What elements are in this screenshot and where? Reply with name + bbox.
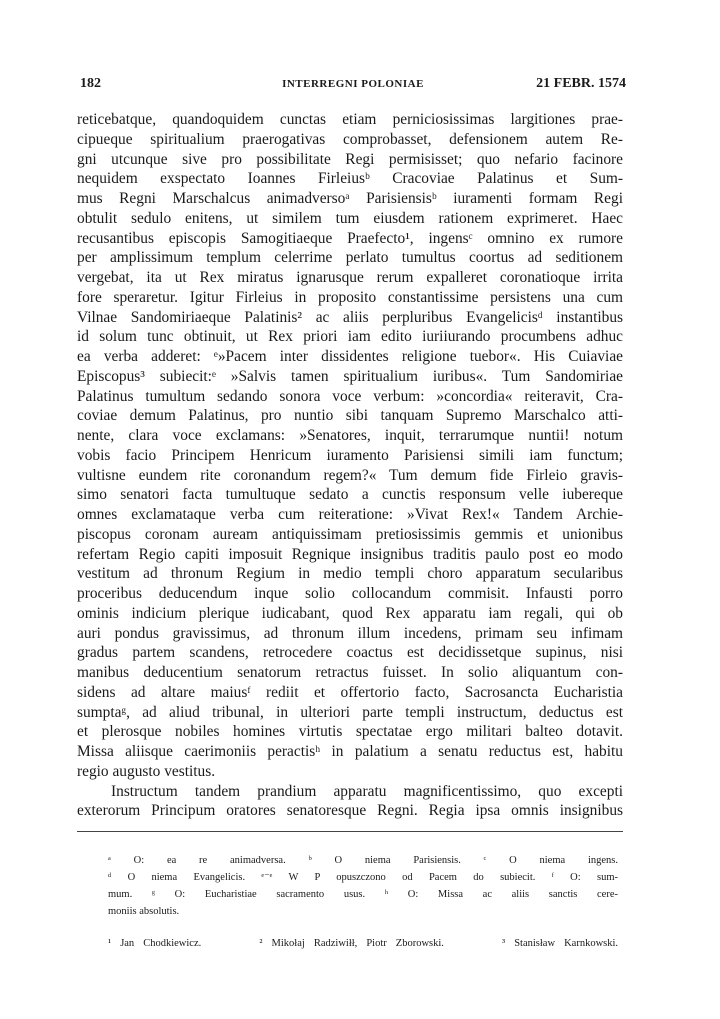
- person-note: ² Mikołaj Radziwiłł, Piotr Zborowski.: [259, 938, 444, 949]
- text-line: obtulit sedulo enitens, ut similem tum eiusdem rationem exprimeret. Haec: [77, 209, 623, 227]
- text-line: gradus partem scandens, retrocedere coactus est decidissetque supinus, nisi: [77, 644, 623, 662]
- text-line: cipueque spiritualium praerogativas comprobasset, defensionem autem Re-: [77, 130, 623, 148]
- text-line: nente, clara voce exclamans: »Senatores, inquit, terrarumque nuntii! notum: [77, 427, 623, 444]
- text-line: recusantibus episcopis Samogitiaeque Praefecto¹, ingensᶜ omnino ex rumore: [77, 229, 623, 247]
- text-line: mus Regni Marschalcus animadversoᵃ Parisiensisᵇ iuramenti formam Regi: [77, 190, 623, 207]
- text-line: regio augusto vestitus.: [77, 762, 216, 780]
- text-line: fore speraretur. Igitur Firleius in proposito constantissime persistens una cum: [77, 288, 623, 306]
- text-line: manibus deducentium senatorum retractus fuisset. In solio aliquantum con-: [77, 664, 623, 681]
- page-header: [80, 76, 626, 98]
- text-line: et plerosque nobiles homines virtutis spectatae ergo militari balteo dotavit.: [77, 723, 623, 741]
- text-line: piscopus coronam auream antiquissimam pretiosissimis gemmis et unionibus: [77, 525, 623, 543]
- text-line: refertam Regio capiti imposuit Regnique insignibus traditis paulo post eo modo: [77, 545, 623, 563]
- footnote-line: ᵈ O niema Evangelicis. ᵉ⁻ᵉ W P opuszczono od Pacem do subiecit. ᶠ O: sum-: [108, 872, 618, 883]
- text-line: reticebatque, quandoquidem cunctas etiam perniciosissimas largitiones prae-: [77, 111, 623, 128]
- text-line: nequidem exspectato Ioannes Firleiusᵇ Cracoviae Palatinus et Sum-: [77, 170, 623, 188]
- footnote-line: moniis absolutis.: [108, 906, 180, 917]
- person-notes-line: [108, 935, 618, 952]
- text-line: ominis indicium plerique iudicabant, quod Rex apparatu iam regali, qui ob: [77, 604, 623, 622]
- text-line: per amplissimum templum celerrime perlato tumultus coortus ad seditionem: [77, 249, 623, 267]
- footnote-divider: [77, 831, 623, 832]
- person-note: ¹ Jan Chodkiewicz.: [108, 938, 202, 949]
- page-number: 182: [80, 76, 101, 91]
- text-line: sumptaᵍ, ad aliud tribunal, in ulteriori parte templi instructum, deductus est: [77, 703, 623, 721]
- text-line: gni utcunque sive pro possibilitate Regi permisisset; quo nefario facinore: [77, 150, 623, 168]
- text-line: ea verba adderet: ᵉ»Pacem inter dissidentes religione tuebor«. His Cuiaviae: [77, 348, 623, 365]
- footnote-line: mum. ᵍ O: Eucharistiae sacramento usus. ʰ O: Missa ac aliis sanctis cere-: [108, 889, 618, 900]
- text-line: vestitum ad thronum Regium in medio templi choro apparatum secularibus: [77, 565, 623, 583]
- text-line: vobis facio Principem Henricum iuramento Parisiensi simili iam functum;: [77, 446, 623, 464]
- text-line: auri pondus gravissimus, ad thronum illum incedens, primam seu infimam: [77, 624, 623, 642]
- text-line: Instructum tandem prandium apparatu magnificentissimo, quo excepti: [111, 782, 623, 800]
- text-line: Vilnae Sandomiriaeque Palatinis² ac aliis perpluribus Evangelicisᵈ instantibus: [77, 308, 623, 326]
- person-footnotes: [108, 935, 618, 952]
- header-date: 21 FEBR. 1574: [536, 76, 626, 91]
- footnote-line: ᵃ O: ea re animadversa. ᵇ O niema Parisiensis. ᶜ O niema ingens.: [108, 855, 618, 866]
- text-line: exterorum Principum oratores senatoresque Regni. Regia ipsa omnis insignibus: [77, 802, 623, 820]
- person-note: ³ Stanisław Karnkowski.: [502, 938, 619, 949]
- text-line: vergebat, ita ut Rex miratus ignarusque rerum expalleret coronatioque irrita: [77, 269, 623, 286]
- text-line: omnes exclamataque verba cum reiteratione: »Vivat Rex!« Tandem Archie-: [77, 506, 623, 523]
- text-line: id solum tunc obtinuit, ut Rex priori iam edito iuriiurando procumbens adhuc: [77, 328, 623, 346]
- textual-footnotes: [108, 852, 618, 920]
- text-line: simo senatori facta tumultuque sedato a cunctis responsum velle iubereque: [77, 486, 623, 504]
- main-text: [77, 110, 623, 821]
- text-line: Missa aliisque caerimoniis peractisʰ in palatium a senatu reductus est, habitu: [77, 743, 623, 760]
- text-line: proceribus deducendum inque solio collocandum commisit. Infausti porro: [77, 585, 623, 602]
- text-line: Palatinus tumultum sedando sonora voce verbum: »concordia« reiteravit, Cra-: [77, 387, 623, 405]
- text-line: coviae demum Palatinus, pro nuntio sibi tanquam Supremo Marschalco atti-: [77, 407, 623, 425]
- text-line: Episcopus³ subiecit:ᵉ »Salvis tamen spiritualium iuribus«. Tum Sandomiriae: [77, 367, 623, 385]
- text-line: sidens ad altare maiusᶠ rediit et offertorio facto, Sacrosancta Eucharistia: [77, 683, 623, 701]
- running-title: INTERREGNI POLONIAE: [282, 78, 424, 90]
- text-line: vultisne eundem rite coronandum regem?« Tum demum fide Firleio gravis-: [77, 466, 623, 484]
